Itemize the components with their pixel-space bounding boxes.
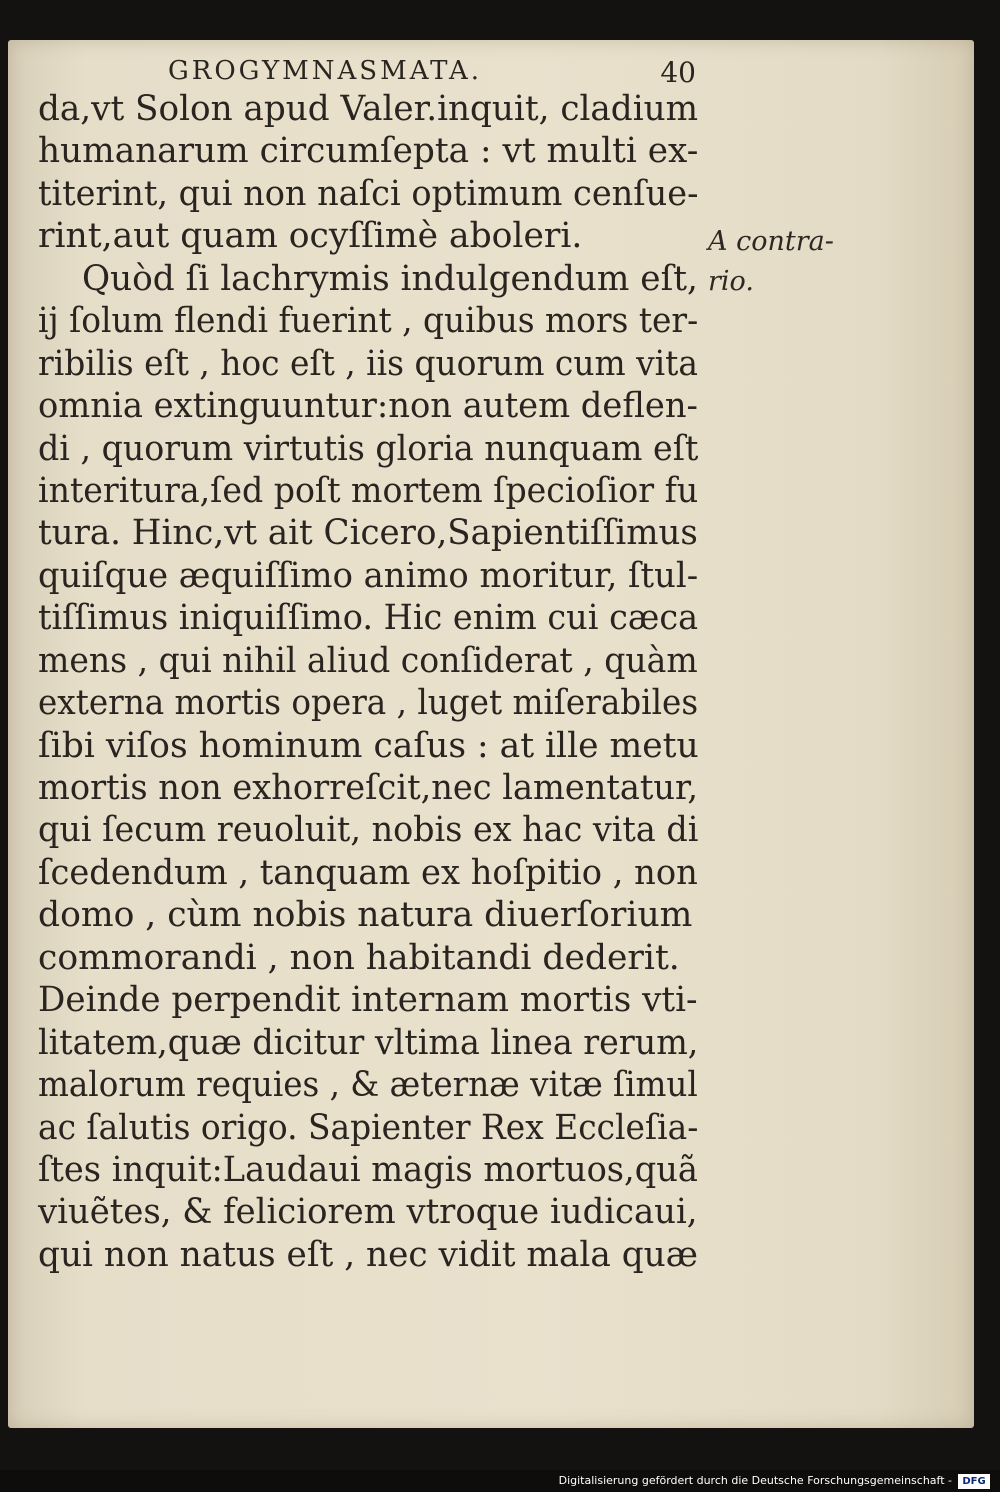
text-line: di , quorum virtutis gloria nunquam eſt bbox=[38, 428, 699, 469]
book-page bbox=[8, 40, 974, 1428]
text-line: Deinde perpendit internam mortis vti- bbox=[38, 980, 698, 1021]
text-line: titerint, qui non naſci optimum cenſue- bbox=[38, 173, 699, 214]
text-line: ſcedendum , tanquam ex hoſpitio , non bbox=[38, 852, 698, 893]
text-line: commorandi , non habitandi dederit. bbox=[38, 937, 680, 978]
marginal-note bbox=[708, 222, 858, 302]
text-line: qui ſecum reuoluit, nobis ex hac vita di bbox=[38, 810, 699, 851]
text-line: viuẽtes, & feliciorem vtroque iudicaui, bbox=[38, 1192, 698, 1233]
text-line: mens , qui nihil aliud conſiderat , quàm bbox=[38, 640, 698, 681]
text-line: rint,aut quam ocyſſimè aboleri. bbox=[38, 216, 583, 257]
text-line: ac ſalutis origo. Sapienter Rex Eccleſia- bbox=[38, 1107, 699, 1148]
text-line: litatem,quæ dicitur vltima linea rerum, bbox=[38, 1022, 699, 1063]
marginal-note-line: rio. bbox=[708, 266, 754, 297]
dfg-logo: DFG bbox=[958, 1474, 990, 1489]
body-text bbox=[38, 88, 698, 1276]
text-line: tiſſimus iniquiſſimo. Hic enim cui cæca bbox=[38, 598, 699, 639]
text-line: tura. Hinc,vt ait Cicero,Sapientiſſimus bbox=[38, 513, 698, 554]
text-line: humanarum circumſepta : vt multi ex- bbox=[38, 131, 699, 172]
text-line: mortis non exhorreſcit,nec lamentatur, bbox=[38, 768, 699, 808]
text-line: malorum requies , & æternæ vitæ ſimul bbox=[38, 1065, 698, 1106]
text-line: ij ſolum flendi fuerint , quibus mors ter- bbox=[38, 301, 699, 342]
running-head bbox=[168, 56, 708, 92]
text-line: qui non natus eſt , nec vidit mala quæ bbox=[38, 1234, 698, 1275]
text-line: omnia extinguuntur:non autem deflen- bbox=[38, 386, 698, 427]
text-line: externa mortis opera , luget miſerabiles bbox=[38, 683, 699, 724]
text-line: ſibi viſos hominum caſus : at ille metu bbox=[38, 725, 699, 766]
page-number: 40 bbox=[660, 56, 696, 89]
running-head-title: GROGYMNASMATA. bbox=[168, 56, 483, 86]
marginal-note-line: A contra- bbox=[708, 226, 834, 257]
text-line: quiſque æquiſſimo animo moritur, ſtul- bbox=[38, 555, 699, 596]
text-line: interitura,ſed poſt mortem ſpecioſior fu bbox=[38, 470, 699, 511]
text-line: ribilis eſt , hoc eſt , iis quorum cum vita bbox=[38, 343, 698, 384]
text-line: da,vt Solon apud Valer.inquit, cladium bbox=[38, 89, 699, 129]
digitization-credit: Digitalisierung gefördert durch die Deutsche Forschungsgemeinschaft - bbox=[558, 1474, 952, 1487]
text-line: ſtes inquit:Laudaui magis mortuos,quã bbox=[38, 1149, 698, 1190]
text-line: Quòd ſi lachrymis indulgendum eſt, bbox=[82, 258, 698, 299]
text-line: domo , cùm nobis natura diuerſorium bbox=[38, 895, 693, 936]
